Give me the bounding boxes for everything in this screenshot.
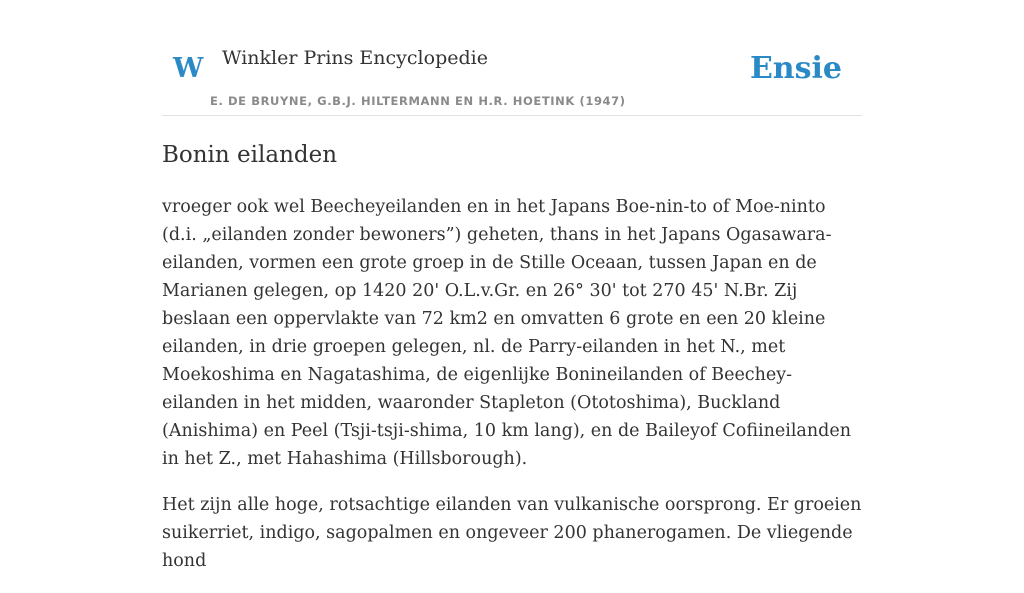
- entry-title: Bonin eilanden: [162, 142, 338, 168]
- entry-paragraph-1: vroeger ook wel Beecheyeilanden en in het Japans Boe-nin-to of Moe-ninto (d.i. „eilanden zonder bewoners”) geheten, thans in het Japans Ogasawara-eilanden, vormen een grote groep in de Stille Oceaan, tussen Japan en de Marianen gelegen, op 1420 20' O.L.v.Gr. en 26° 30' tot 270 45' N.Br. Zij beslaan een oppervlakte van 72 km2 en omvatten 6 grote en een 20 kleine eilanden, in drie groepen gelegen, nl. de Parry-eilanden in het N., met Moekoshima en Nagatashima, de eigenlijke Bonineilanden of Beechey-eilanden in het midden, waaronder Stapleton (Ototoshima), Buckland (Anishima) en Peel (Tsji-tsji-shima, 10 km lang), en de Baileyof Cofiineilanden in het Z., met Hahashima (Hillsborough).: [162, 197, 851, 469]
- entry-body: [162, 193, 862, 575]
- entry-paragraph-2: Het zijn alle hoge, rotsachtige eilanden van vulkanische oorsprong. Er groeien suikerriet, indigo, sagopalmen en ongeveer 200 phanerogamen. De vliegende hond: [162, 495, 862, 571]
- page-container: [162, 0, 862, 593]
- source-authors: E. DE BRUYNE, G.B.J. HILTERMANN EN H.R. HOETINK (1947): [210, 94, 626, 108]
- source-book-title[interactable]: Winkler Prins Encyclopedie: [222, 47, 488, 69]
- site-header: [162, 0, 862, 116]
- ensie-logo[interactable]: Ensie: [749, 51, 842, 86]
- winkler-prins-logo-icon[interactable]: W: [173, 53, 204, 84]
